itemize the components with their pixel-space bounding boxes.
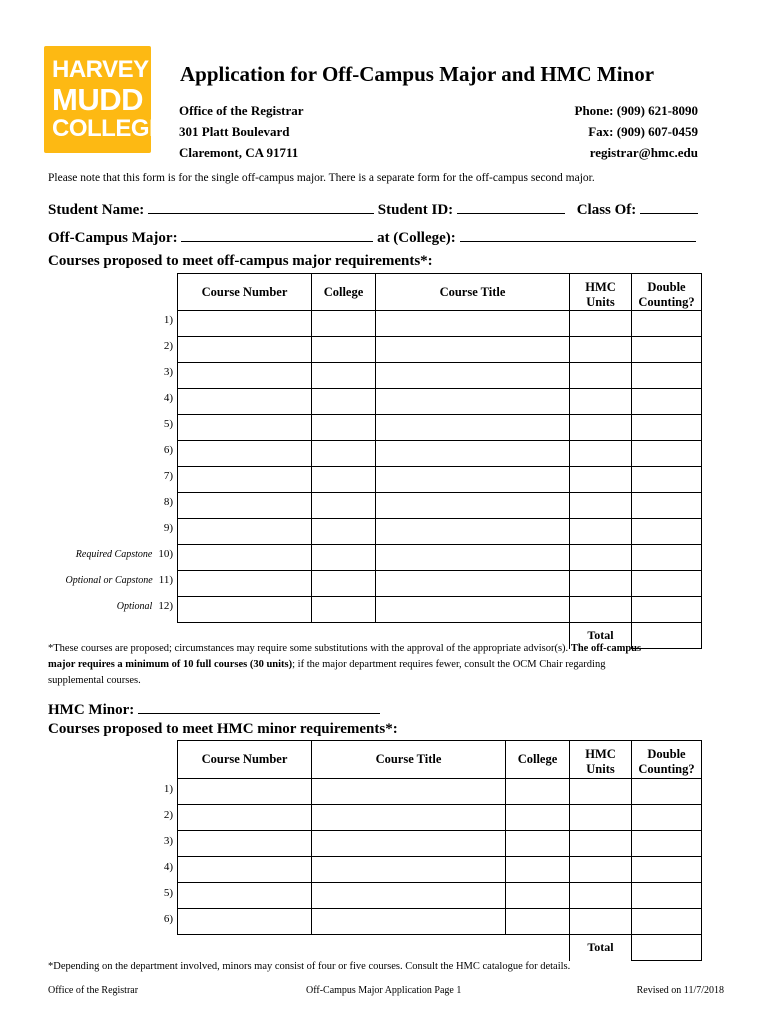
- college-label: at (College):: [377, 230, 456, 246]
- row-number: 7): [163, 470, 173, 482]
- row-number-label: [164, 496, 173, 508]
- course-cell[interactable]: [376, 311, 570, 337]
- row-number-label: [164, 835, 173, 847]
- table-row: [178, 857, 702, 883]
- course-cell[interactable]: [376, 337, 570, 363]
- footer-right: Revised on 11/7/2018: [636, 985, 724, 996]
- course-cell[interactable]: [570, 545, 632, 571]
- course-cell[interactable]: [376, 415, 570, 441]
- footnote-line3: supplemental courses.: [48, 675, 141, 686]
- row-number: 5): [163, 887, 173, 899]
- course-cell[interactable]: [312, 545, 376, 571]
- college-field[interactable]: [460, 227, 696, 242]
- major-courses-table: [177, 273, 702, 649]
- header-hmc-units: [570, 274, 632, 311]
- hmc-logo: [44, 46, 165, 153]
- row-number: 12): [158, 600, 173, 612]
- course-cell[interactable]: [632, 493, 702, 519]
- row-note: Optional or Capstone: [65, 575, 153, 586]
- student-id-field[interactable]: [457, 199, 565, 214]
- row-number: 4): [163, 392, 173, 404]
- course-cell[interactable]: [178, 779, 312, 805]
- course-cell[interactable]: [376, 597, 570, 623]
- hmc-label: HMC: [585, 280, 616, 294]
- student-name-label: Student Name:: [48, 202, 145, 218]
- hmc-minor-row: [48, 699, 380, 719]
- total-field[interactable]: [632, 935, 702, 961]
- logo-line2: MUDD: [52, 82, 143, 117]
- course-cell[interactable]: [506, 831, 570, 857]
- table-row: [178, 389, 702, 415]
- course-cell[interactable]: [178, 337, 312, 363]
- phone: Phone: (909) 621-8090: [574, 103, 698, 118]
- form-note: Please note that this form is for the single off-campus major. There is a separate form for the off-campus second major.: [48, 172, 595, 184]
- table-row: [178, 493, 702, 519]
- total-label: Total: [570, 935, 632, 961]
- course-cell[interactable]: [570, 363, 632, 389]
- course-cell[interactable]: [632, 545, 702, 571]
- header-college: College: [506, 741, 570, 779]
- major-footnote: [48, 641, 708, 689]
- total-label: Total: [570, 623, 632, 649]
- course-cell[interactable]: [632, 857, 702, 883]
- course-cell[interactable]: [632, 467, 702, 493]
- course-cell[interactable]: [570, 831, 632, 857]
- row-number: 1): [163, 314, 173, 326]
- row-number: 3): [163, 835, 173, 847]
- course-cell[interactable]: [312, 597, 376, 623]
- course-cell[interactable]: [312, 571, 376, 597]
- row-number: 2): [163, 809, 173, 821]
- row-number: 6): [163, 444, 173, 456]
- office-name: Office of the Registrar: [179, 103, 304, 118]
- hmc-minor-field[interactable]: [138, 699, 380, 714]
- minor-section-heading: Courses proposed to meet HMC minor requirements*:: [48, 721, 398, 737]
- footnote-bold-2: major requires a minimum of 10 full courses (30 units): [48, 659, 293, 670]
- header-double-counting: [632, 274, 702, 311]
- course-cell[interactable]: [570, 805, 632, 831]
- row-number: 9): [163, 522, 173, 534]
- course-cell[interactable]: [178, 467, 312, 493]
- double-label: Double: [647, 280, 686, 294]
- course-cell[interactable]: [312, 415, 376, 441]
- course-cell[interactable]: [178, 415, 312, 441]
- course-cell[interactable]: [632, 519, 702, 545]
- course-cell[interactable]: [632, 389, 702, 415]
- footnote-bold-1: The off-campus: [570, 643, 642, 654]
- course-cell[interactable]: [376, 441, 570, 467]
- row-number-label: [164, 444, 173, 456]
- course-cell[interactable]: [312, 389, 376, 415]
- total-row: [178, 935, 702, 961]
- office-street: 301 Platt Boulevard: [179, 124, 290, 139]
- course-cell[interactable]: [632, 805, 702, 831]
- course-cell[interactable]: [632, 415, 702, 441]
- course-cell[interactable]: [312, 311, 376, 337]
- course-cell[interactable]: [570, 467, 632, 493]
- hmc-minor-label: HMC Minor:: [48, 702, 135, 718]
- class-of-field[interactable]: [640, 199, 698, 214]
- course-cell[interactable]: [312, 467, 376, 493]
- row-number-label: [164, 314, 173, 326]
- row-number-label: [76, 548, 173, 560]
- course-cell[interactable]: [632, 441, 702, 467]
- course-cell[interactable]: [178, 831, 312, 857]
- course-cell[interactable]: [178, 545, 312, 571]
- row-number: 6): [163, 913, 173, 925]
- course-cell[interactable]: [376, 519, 570, 545]
- counting-label: Counting?: [638, 762, 695, 776]
- course-cell[interactable]: [178, 519, 312, 545]
- course-cell[interactable]: [570, 597, 632, 623]
- course-cell[interactable]: [570, 857, 632, 883]
- table-row: [178, 805, 702, 831]
- row-number-label: [164, 418, 173, 430]
- course-cell[interactable]: [570, 337, 632, 363]
- course-cell[interactable]: [506, 909, 570, 935]
- course-cell[interactable]: [312, 519, 376, 545]
- course-cell[interactable]: [178, 909, 312, 935]
- course-cell[interactable]: [312, 493, 376, 519]
- table-header-row: [178, 274, 702, 311]
- off-campus-major-label: Off-Campus Major:: [48, 230, 178, 246]
- row-number: 1): [163, 783, 173, 795]
- row-number: 8): [163, 496, 173, 508]
- row-number-label: [164, 913, 173, 925]
- course-cell[interactable]: [312, 805, 506, 831]
- row-number-label: [164, 783, 173, 795]
- course-cell[interactable]: [178, 805, 312, 831]
- course-cell[interactable]: [570, 519, 632, 545]
- course-cell[interactable]: [178, 597, 312, 623]
- fax: Fax: (909) 607-0459: [588, 124, 698, 139]
- course-cell[interactable]: [632, 909, 702, 935]
- course-cell[interactable]: [312, 909, 506, 935]
- footnote-text: *These courses are proposed; circumstances may require some substitutions with the approval of the appropriate advisor(s).: [48, 643, 569, 654]
- table-row: [178, 415, 702, 441]
- course-cell[interactable]: [632, 779, 702, 805]
- logo-line1: HARVEY: [52, 56, 149, 83]
- row-number-label: [164, 887, 173, 899]
- table-row: [178, 571, 702, 597]
- course-cell[interactable]: [506, 857, 570, 883]
- table-row: [178, 909, 702, 935]
- row-number-label: [117, 600, 173, 612]
- logo-line3: COLLEGE: [52, 115, 165, 142]
- table-row: [178, 597, 702, 623]
- course-cell[interactable]: [312, 883, 506, 909]
- table-row: [178, 337, 702, 363]
- header-college: College: [312, 274, 376, 311]
- row-number-label: [164, 392, 173, 404]
- course-cell[interactable]: [178, 363, 312, 389]
- page-title: Application for Off-Campus Major and HMC Minor: [180, 62, 655, 86]
- footnote-rest: ; if the major department requires fewer, consult the OCM Chair regarding: [292, 659, 606, 670]
- course-cell[interactable]: [178, 389, 312, 415]
- course-cell[interactable]: [570, 493, 632, 519]
- row-note: Optional: [116, 601, 153, 612]
- course-cell[interactable]: [312, 831, 506, 857]
- course-cell[interactable]: [506, 779, 570, 805]
- row-number: 5): [163, 418, 173, 430]
- table-row: [178, 363, 702, 389]
- row-number: 4): [163, 861, 173, 873]
- header-course-title: Course Title: [312, 741, 506, 779]
- table-row: [178, 831, 702, 857]
- office-contact: [575, 100, 699, 163]
- course-cell[interactable]: [570, 779, 632, 805]
- units-label: Units: [586, 762, 615, 776]
- student-id-label: Student ID:: [377, 202, 454, 218]
- course-cell[interactable]: [312, 337, 376, 363]
- row-number-label: [164, 470, 173, 482]
- course-cell[interactable]: [632, 831, 702, 857]
- units-label: Units: [586, 295, 615, 309]
- course-cell[interactable]: [312, 363, 376, 389]
- table-row: [178, 779, 702, 805]
- row-number: 2): [163, 340, 173, 352]
- off-campus-major-field[interactable]: [181, 227, 373, 242]
- course-cell[interactable]: [376, 363, 570, 389]
- row-number-label: [164, 809, 173, 821]
- table-row: [178, 441, 702, 467]
- row-number: 10): [158, 548, 173, 560]
- course-cell[interactable]: [376, 493, 570, 519]
- major-info-row: [48, 227, 696, 247]
- header-course-number: Course Number: [178, 741, 312, 779]
- header-course-title: Course Title: [376, 274, 570, 311]
- course-cell[interactable]: [376, 467, 570, 493]
- table-row: [178, 883, 702, 909]
- course-cell[interactable]: [570, 311, 632, 337]
- course-cell[interactable]: [376, 545, 570, 571]
- course-cell[interactable]: [178, 857, 312, 883]
- row-number-label: [164, 340, 173, 352]
- course-cell[interactable]: [178, 493, 312, 519]
- course-cell[interactable]: [506, 883, 570, 909]
- course-cell[interactable]: [178, 571, 312, 597]
- row-number-label: [164, 861, 173, 873]
- office-city: Claremont, CA 91711: [179, 145, 299, 160]
- email: registrar@hmc.edu: [589, 145, 698, 160]
- table-row: [178, 519, 702, 545]
- course-cell[interactable]: [376, 389, 570, 415]
- footer-center: Off-Campus Major Application Page 1: [306, 985, 462, 996]
- row-number-label: [164, 366, 173, 378]
- course-cell[interactable]: [570, 415, 632, 441]
- course-cell[interactable]: [506, 805, 570, 831]
- header-hmc-units: [570, 741, 632, 779]
- course-cell[interactable]: [570, 909, 632, 935]
- course-cell[interactable]: [312, 441, 376, 467]
- course-cell[interactable]: [178, 883, 312, 909]
- course-cell[interactable]: [632, 597, 702, 623]
- course-cell[interactable]: [570, 883, 632, 909]
- course-cell[interactable]: [632, 337, 702, 363]
- footer-left: Office of the Registrar: [48, 985, 139, 996]
- course-cell[interactable]: [632, 311, 702, 337]
- table-row: [178, 545, 702, 571]
- course-cell[interactable]: [632, 883, 702, 909]
- course-cell[interactable]: [632, 571, 702, 597]
- course-cell[interactable]: [570, 389, 632, 415]
- class-of-label: Class Of:: [576, 202, 637, 218]
- student-name-field[interactable]: [148, 199, 374, 214]
- counting-label: Counting?: [638, 295, 695, 309]
- minor-row-labels: [0, 778, 173, 934]
- row-number: 3): [163, 366, 173, 378]
- office-address: [179, 100, 304, 163]
- header-double-counting: [632, 741, 702, 779]
- table-row: [178, 467, 702, 493]
- major-row-labels: [0, 309, 173, 621]
- course-cell[interactable]: [312, 857, 506, 883]
- course-cell[interactable]: [570, 571, 632, 597]
- double-label: Double: [647, 747, 686, 761]
- minor-footnote: *Depending on the department involved, minors may consist of four or five courses. Consult the HMC catalogue for details.: [48, 961, 571, 972]
- header-course-number: Course Number: [178, 274, 312, 311]
- row-number-label: [164, 522, 173, 534]
- course-cell[interactable]: [178, 441, 312, 467]
- course-cell[interactable]: [570, 441, 632, 467]
- student-info-row: [48, 199, 698, 219]
- row-number-label: [66, 574, 174, 586]
- row-note: Required Capstone: [75, 549, 153, 560]
- major-section-heading: Courses proposed to meet off-campus major requirements*:: [48, 253, 433, 269]
- course-cell[interactable]: [632, 363, 702, 389]
- course-cell[interactable]: [178, 311, 312, 337]
- course-cell[interactable]: [376, 571, 570, 597]
- row-number: 11): [158, 574, 173, 586]
- hmc-label: HMC: [585, 747, 616, 761]
- course-cell[interactable]: [312, 779, 506, 805]
- minor-courses-table: [177, 740, 702, 961]
- table-header-row: [178, 741, 702, 779]
- table-row: [178, 311, 702, 337]
